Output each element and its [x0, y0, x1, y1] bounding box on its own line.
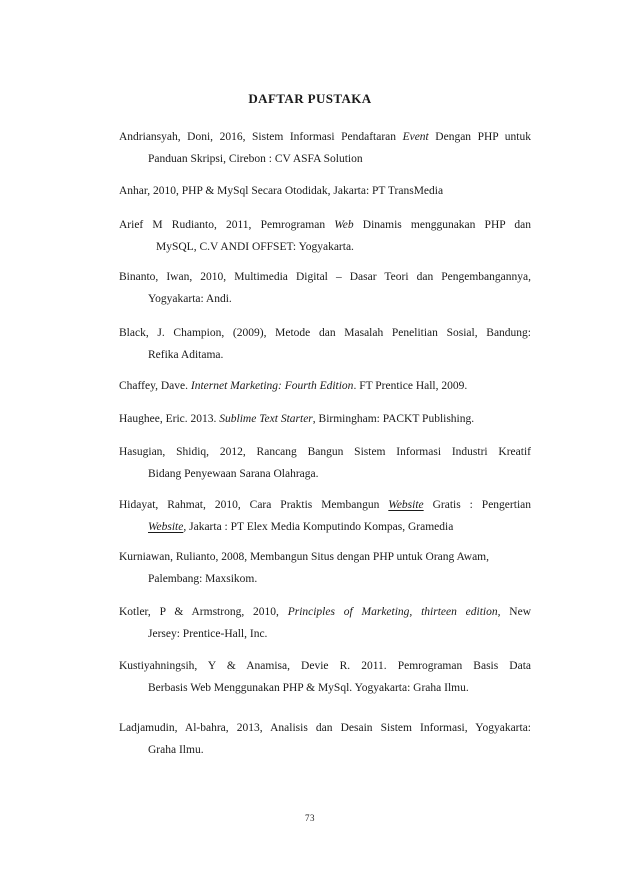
reference-text: Haughee, Eric. 2013. [119, 413, 220, 425]
reference-line: Binanto, Iwan, 2010, Multimedia Digital – Dasar Teori dan Pengembangannya, [119, 271, 531, 283]
reference-line: Berbasis Web Menggunakan PHP & MySql. Yogyakarta: Graha Ilmu. [148, 682, 469, 694]
reference-line [119, 214, 531, 236]
page-number: 73 [305, 813, 315, 823]
reference-line: Graha Ilmu. [148, 744, 204, 756]
reference-italic-text: Event [402, 131, 429, 143]
reference-text: Gratis : Pengertian [423, 499, 531, 511]
reference-entry [119, 375, 531, 397]
reference-entry [119, 655, 531, 699]
reference-line: Palembang: Maxsikom. [148, 573, 258, 585]
reference-text: New [500, 606, 532, 618]
reference-line: Bidang Penyewaan Sarana Olahraga. [148, 468, 319, 480]
reference-entry [119, 494, 531, 538]
reference-line: Black, J. Champion, (2009), Metode dan Masalah Penelitian Sosial, Bandung: [119, 327, 531, 339]
reference-text: Hidayat, Rahmat, 2010, Cara Praktis Membangun [119, 499, 389, 511]
reference-entry [119, 601, 531, 645]
reference-text: Dengan PHP untuk [428, 131, 531, 143]
reference-line: Ladjamudin, Al-bahra, 2013, Analisis dan Desain Sistem Informasi, Yogyakarta: [119, 722, 531, 734]
reference-text: Andriansyah, Doni, 2016, Sistem Informasi Pendaftaran [119, 131, 403, 143]
reference-line: Kustiyahningsih, Y & Anamisa, Devie R. 2011. Pemrograman Basis Data [119, 660, 531, 672]
reference-text: , Birmingham: PACKT Publishing. [312, 413, 475, 425]
reference-line: Refika Aditama. [148, 349, 224, 361]
reference-line [119, 601, 531, 623]
reference-line: Hasugian, Shidiq, 2012, Rancang Bangun Sistem Informasi Industri Kreatif [119, 446, 531, 458]
reference-text: Chaffey, Dave. [119, 380, 191, 392]
reference-text: . FT Prentice Hall, 2009. [353, 380, 468, 392]
page-title: DAFTAR PUSTAKA [248, 91, 372, 106]
reference-entry [119, 322, 531, 366]
reference-italic-text: Internet Marketing: Fourth Edition [190, 380, 354, 392]
reference-italic-text: Web [334, 219, 354, 231]
reference-entry [119, 717, 531, 761]
reference-line: Anhar, 2010, PHP & MySql Secara Otodidak, Jakarta: PT TransMedia [119, 185, 444, 197]
reference-line: Yogyakarta: Andi. [148, 293, 232, 305]
reference-line [119, 408, 531, 430]
reference-entry [119, 214, 531, 258]
reference-entry [119, 180, 531, 202]
reference-italic-text: Principles of Marketing, thirteen edition, [287, 606, 501, 618]
reference-text: , Jakarta : PT Elex Media Komputindo Kompas, Gramedia [183, 521, 454, 533]
reference-line: Panduan Skripsi, Cirebon : CV ASFA Solution [148, 153, 363, 165]
reference-text: Dinamis menggunakan PHP dan [353, 219, 531, 231]
reference-line [119, 494, 531, 516]
reference-text: Kotler, P & Armstrong, 2010, [119, 606, 288, 618]
reference-entry [119, 126, 531, 170]
reference-line: MySQL, C.V ANDI OFFSET: Yogyakarta. [156, 241, 354, 253]
reference-line [119, 375, 531, 397]
reference-line: Jersey: Prentice-Hall, Inc. [148, 628, 268, 640]
reference-entry [119, 546, 531, 590]
reference-italic-text: Website [388, 499, 424, 511]
reference-line [119, 126, 531, 148]
reference-text: Arief M Rudianto, 2011, Pemrograman [119, 219, 335, 231]
reference-line: Kurniawan, Rulianto, 2008, Membangun Situs dengan PHP untuk Orang Awam, [119, 551, 489, 563]
reference-italic-text: Website [148, 521, 184, 533]
reference-entry [119, 441, 531, 485]
reference-entry [119, 266, 531, 310]
reference-entry [119, 408, 531, 430]
reference-line [119, 516, 531, 538]
reference-italic-text: Sublime Text Starter [219, 413, 313, 425]
